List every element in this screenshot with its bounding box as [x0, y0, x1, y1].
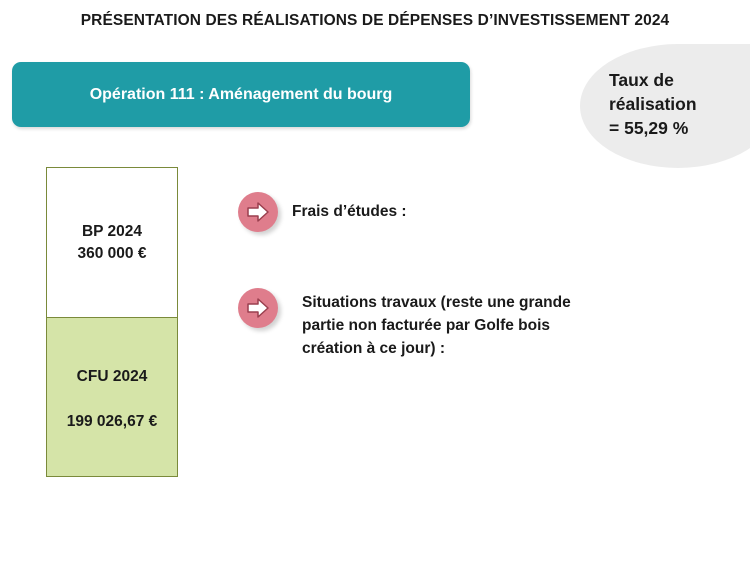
rate-line-1: Taux de [609, 70, 674, 90]
rate-line-3: = 55,29 % [609, 118, 689, 138]
item-line: Situations travaux (reste une grande [302, 294, 571, 311]
cfu-value: 199 026,67 € [66, 413, 158, 430]
bp-label: BP 2024 [81, 222, 143, 240]
bp-box [46, 167, 178, 317]
rate-line-2: réalisation [609, 94, 697, 114]
item-line: création à ce jour) : [302, 340, 445, 357]
item-situations-travaux [302, 291, 571, 360]
arrow-right-icon [238, 192, 278, 232]
item-line: partie non facturée par Golfe bois [302, 317, 551, 334]
cfu-label: CFU 2024 [76, 368, 148, 385]
cfu-box [46, 317, 178, 477]
item-frais-etudes: Frais d’études : [292, 203, 407, 220]
operation-label: Opération 111 : Aménagement du bourg [89, 85, 393, 103]
bp-value: 360 000 € [77, 244, 147, 262]
arrow-right-icon [238, 288, 278, 328]
operation-banner [12, 62, 470, 127]
page-title: PRÉSENTATION DES RÉALISATIONS DE DÉPENSES D’INVESTISSEMENT 2024 [80, 12, 670, 29]
rate-text [609, 68, 749, 140]
